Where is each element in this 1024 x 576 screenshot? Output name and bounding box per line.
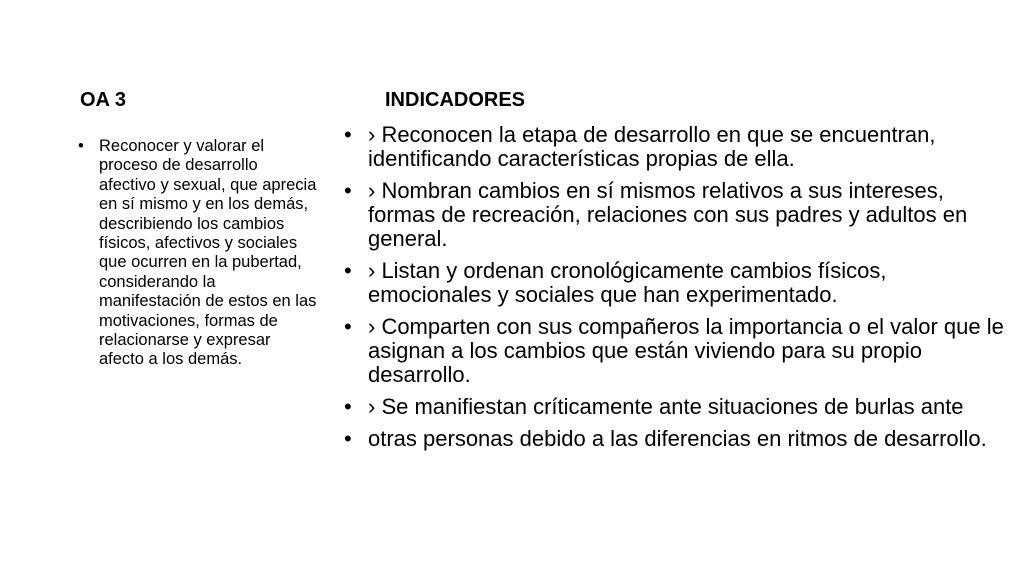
- bullet-icon: •: [344, 394, 352, 419]
- bullet-icon: •: [344, 426, 352, 451]
- oa-item-text: Reconocer y valorar el proceso de desarrollo afectivo y sexual, que aprecia en sí mismo y en los demás, describiendo los cambios físicos, afectivos y sociales que ocurren en la pubertad, considerando la manifestación de estos en las motivaciones, formas de relacionarse y expresar afecto a los demás.: [99, 137, 317, 369]
- indicador-item-text: otras personas debido a las diferencias en ritmos de desarrollo.: [368, 426, 987, 451]
- bullet-icon: •: [344, 122, 352, 147]
- indicador-item: [344, 259, 1010, 307]
- indicador-item-text: › Listan y ordenan cronológicamente cambios físicos, emocionales y sociales que han experimentado.: [368, 258, 887, 307]
- indicadores-heading: INDICADORES: [385, 89, 526, 111]
- bullet-icon: •: [78, 137, 84, 155]
- bullet-icon: •: [344, 178, 352, 203]
- indicador-item: [344, 427, 1010, 451]
- indicador-item: [344, 315, 1010, 387]
- indicador-item: [344, 395, 1010, 419]
- indicadores-list: [344, 123, 1010, 459]
- oa-list: [78, 137, 318, 370]
- bullet-icon: •: [344, 258, 352, 283]
- indicador-item-text: › Nombran cambios en sí mismos relativos a sus intereses, formas de recreación, relaciones con sus padres y adultos en general.: [368, 178, 968, 251]
- indicador-item: [344, 179, 1010, 251]
- indicador-item-text: › Comparten con sus compañeros la importancia o el valor que le asignan a los cambios que están viviendo para su propio desarrollo.: [368, 314, 1004, 387]
- indicador-item-text: › Se manifiestan críticamente ante situaciones de burlas ante: [368, 394, 964, 419]
- bullet-icon: •: [344, 314, 352, 339]
- indicador-item: [344, 123, 1010, 171]
- indicador-item-text: › Reconocen la etapa de desarrollo en que se encuentran, identificando características propias de ella.: [368, 122, 936, 171]
- oa-item: [78, 137, 318, 370]
- oa-heading: OA 3: [80, 89, 126, 111]
